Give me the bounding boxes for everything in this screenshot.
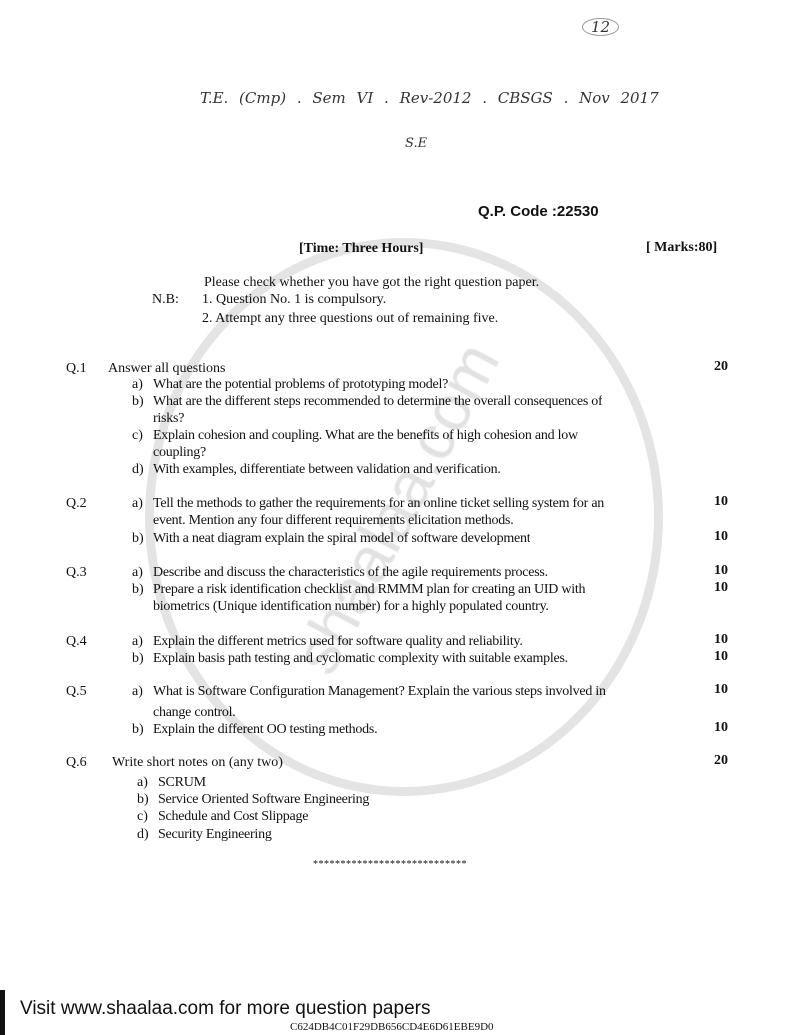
part-text: Tell the methods to gather the requirements for an online ticket selling system for an	[153, 496, 605, 511]
handwritten-subject: S.E	[405, 136, 428, 151]
part-label: b)	[132, 582, 144, 597]
part-text: Explain the different metrics used for software quality and reliability.	[153, 634, 523, 649]
question-heading: Write short notes on (any two)	[112, 755, 283, 770]
question-number: Q.1	[66, 361, 87, 376]
part-marks: 10	[714, 632, 728, 647]
part-text: biometrics (Unique identification number) for a highly populated country.	[153, 599, 549, 614]
question-number: Q.2	[66, 496, 87, 511]
part-text: risks?	[153, 411, 185, 426]
part-label: b)	[132, 394, 144, 409]
question-number: Q.4	[66, 634, 87, 649]
part-label: b)	[132, 722, 144, 737]
part-marks: 10	[714, 649, 728, 664]
part-label: b)	[132, 651, 144, 666]
instruction-item: 1. Question No. 1 is compulsory.	[202, 292, 387, 307]
part-marks: 10	[714, 563, 728, 578]
handwritten-header-note: T.E. (Cmp) . Sem VI . Rev-2012 . CBSGS . Nov 2017	[200, 89, 659, 107]
part-label: c)	[137, 809, 148, 824]
part-text: Explain the different OO testing methods.	[153, 722, 378, 737]
part-text: event. Mention any four different requirements elicitation methods.	[153, 513, 514, 528]
part-text: SCRUM	[158, 775, 206, 790]
part-text: Schedule and Cost Slippage	[158, 809, 309, 824]
footer-hash: C624DB4C01F29DB656CD4E6D61EBE9D0	[290, 1021, 494, 1033]
instruction-item: 2. Attempt any three questions out of remaining five.	[202, 311, 499, 326]
handwritten-page-number: 12	[582, 18, 619, 36]
part-marks: 10	[714, 529, 728, 544]
question-number: Q.3	[66, 565, 87, 580]
part-text: Service Oriented Software Engineering	[158, 792, 370, 807]
part-label: a)	[137, 775, 148, 790]
part-text: With examples, differentiate between validation and verification.	[153, 462, 501, 477]
part-label: a)	[132, 496, 143, 511]
part-label: d)	[132, 462, 144, 477]
part-text: Security Engineering	[158, 827, 272, 842]
part-label: b)	[137, 792, 149, 807]
part-label: a)	[132, 377, 143, 392]
end-marker: ****************************	[313, 859, 467, 870]
part-label: b)	[132, 531, 144, 546]
nb-label: N.B:	[152, 292, 179, 307]
part-text: change control.	[153, 705, 236, 720]
part-text: Explain basis path testing and cyclomatic complexity with suitable examples.	[153, 651, 568, 666]
part-text: Prepare a risk identification checklist and RMMM plan for creating an UID with	[153, 582, 586, 597]
question-marks: 20	[714, 359, 728, 374]
marks-label: [ Marks:80]	[646, 240, 718, 255]
part-text: What are the different steps recommended to determine the overall consequences of	[153, 394, 603, 409]
part-text: What is Software Configuration Management? Explain the various steps involved in	[153, 684, 606, 699]
part-label: d)	[137, 827, 149, 842]
qp-code: Q.P. Code :22530	[478, 203, 599, 220]
question-marks: 20	[714, 753, 728, 768]
instructions-intro: Please check whether you have got the right question paper.	[204, 275, 540, 290]
question-number: Q.5	[66, 684, 87, 699]
time-label: [Time: Three Hours]	[299, 241, 424, 256]
part-text: Describe and discuss the characteristics of the agile requirements process.	[153, 565, 548, 580]
part-label: a)	[132, 684, 143, 699]
part-marks: 10	[714, 494, 728, 509]
part-label: a)	[132, 565, 143, 580]
part-text: coupling?	[153, 445, 206, 460]
part-text: Explain cohesion and coupling. What are the benefits of high cohesion and low	[153, 428, 578, 443]
footer-visit-link[interactable]: Visit www.shaalaa.com for more question papers	[20, 998, 431, 1019]
scan-edge	[0, 990, 5, 1035]
part-marks: 10	[714, 580, 728, 595]
part-text: What are the potential problems of prototyping model?	[153, 377, 449, 392]
part-label: a)	[132, 634, 143, 649]
part-label: c)	[132, 428, 143, 443]
question-number: Q.6	[66, 755, 87, 770]
part-marks: 10	[714, 720, 728, 735]
part-text: With a neat diagram explain the spiral model of software development	[153, 531, 531, 546]
part-marks: 10	[714, 682, 728, 697]
question-heading: Answer all questions	[108, 361, 226, 376]
